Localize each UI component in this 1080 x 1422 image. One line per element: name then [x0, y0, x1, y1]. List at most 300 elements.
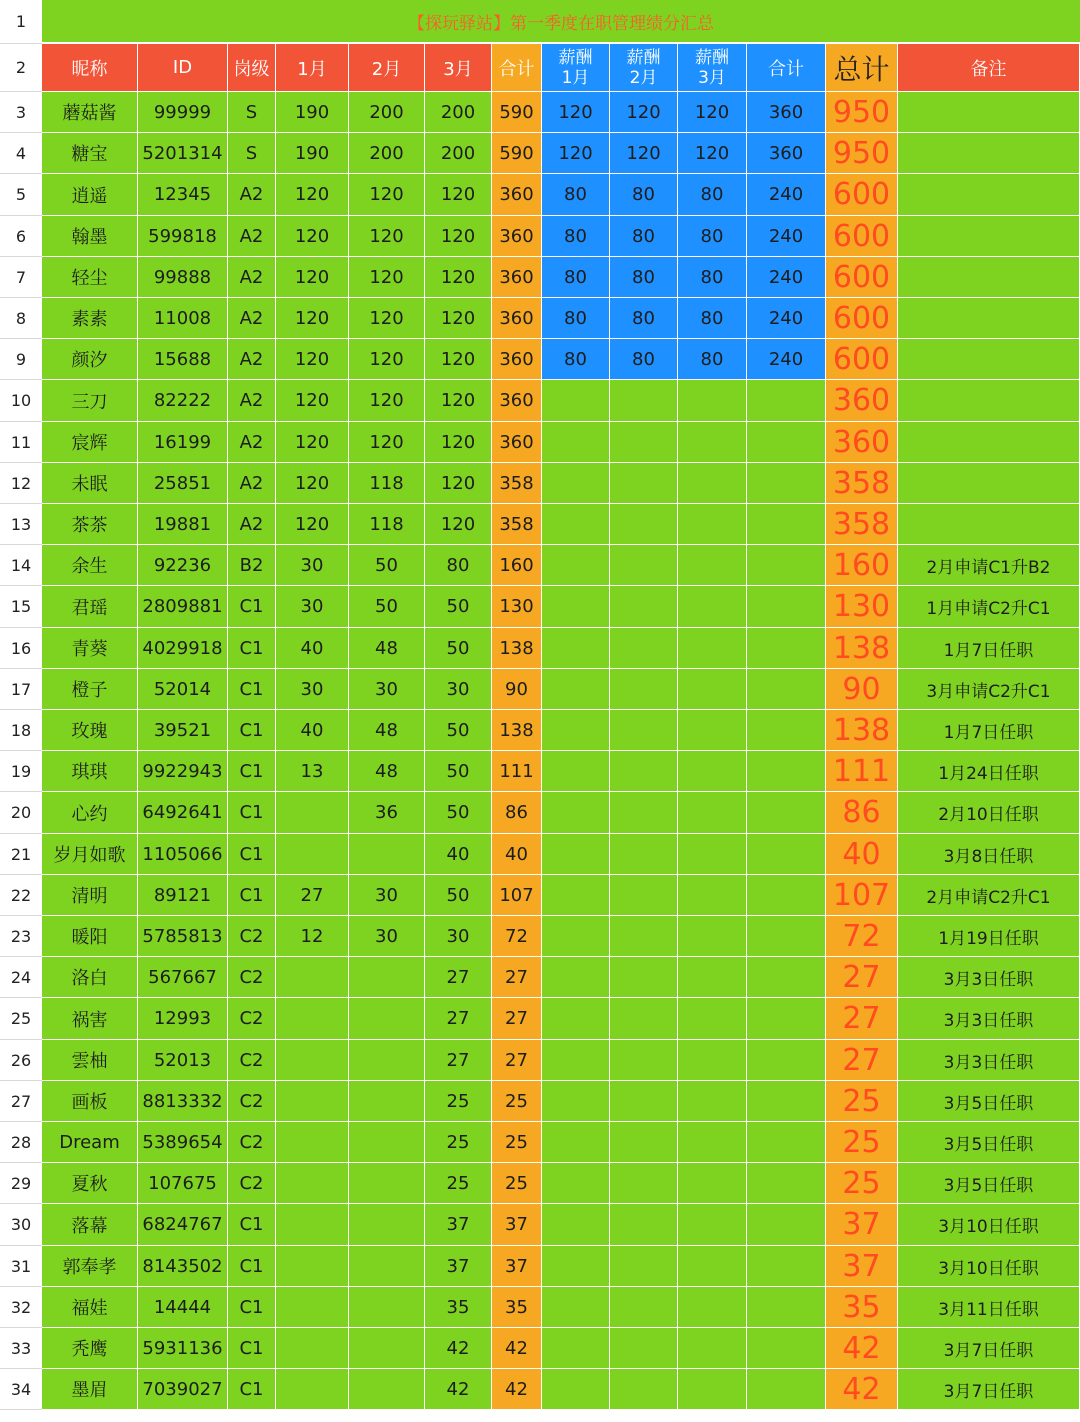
cell-grand-total[interactable]: 27 [826, 998, 898, 1040]
cell-grand-total[interactable]: 360 [826, 380, 898, 422]
cell-salary-1[interactable] [542, 1287, 610, 1328]
cell-month-2[interactable]: 36 [349, 792, 425, 834]
cell-id[interactable]: 25851 [138, 463, 228, 504]
cell-salary-3[interactable] [678, 669, 747, 710]
cell-month-3[interactable]: 25 [425, 1163, 492, 1204]
cell-salary-1[interactable] [542, 463, 610, 504]
cell-nickname[interactable]: 落幕 [42, 1204, 138, 1246]
cell-salary-3[interactable] [678, 422, 747, 463]
cell-month-2[interactable]: 120 [349, 339, 425, 380]
cell-salary-3[interactable] [678, 1081, 747, 1122]
cell-month-2[interactable] [349, 1287, 425, 1328]
cell-id[interactable]: 9922943 [138, 751, 228, 792]
cell-month-1[interactable] [276, 1369, 349, 1410]
cell-month-1[interactable]: 13 [276, 751, 349, 792]
cell-nickname[interactable]: 岁月如歌 [42, 834, 138, 875]
cell-note[interactable]: 1月申请C2升C1 [898, 586, 1080, 628]
cell-month-1[interactable]: 120 [276, 422, 349, 463]
cell-salary-1[interactable]: 80 [542, 257, 610, 298]
cell-level[interactable]: A2 [228, 339, 276, 380]
cell-nickname[interactable]: 宸辉 [42, 422, 138, 463]
row-number[interactable]: 5 [0, 174, 42, 216]
cell-note[interactable]: 2月申请C1升B2 [898, 545, 1080, 586]
cell-sum[interactable]: 37 [492, 1246, 542, 1287]
cell-nickname[interactable]: 未眠 [42, 463, 138, 504]
cell-level[interactable]: A2 [228, 298, 276, 339]
cell-month-1[interactable] [276, 1122, 349, 1163]
cell-salary-3[interactable] [678, 1246, 747, 1287]
cell-level[interactable]: C1 [228, 834, 276, 875]
row-number[interactable]: 11 [0, 422, 42, 463]
cell-month-2[interactable] [349, 957, 425, 998]
cell-id[interactable]: 2809881 [138, 586, 228, 628]
cell-salary-3[interactable]: 80 [678, 216, 747, 257]
cell-salary-sum[interactable] [747, 751, 826, 792]
cell-month-1[interactable]: 12 [276, 916, 349, 957]
cell-nickname[interactable]: 清明 [42, 875, 138, 916]
cell-sum[interactable]: 86 [492, 792, 542, 834]
cell-month-1[interactable]: 120 [276, 380, 349, 422]
row-number[interactable]: 31 [0, 1246, 42, 1287]
cell-level[interactable]: C1 [228, 1246, 276, 1287]
cell-salary-sum[interactable] [747, 1081, 826, 1122]
cell-grand-total[interactable]: 37 [826, 1246, 898, 1287]
cell-month-2[interactable] [349, 1328, 425, 1369]
cell-sum[interactable]: 42 [492, 1328, 542, 1369]
header-nickname[interactable]: 昵称 [42, 44, 138, 92]
cell-level[interactable]: S [228, 92, 276, 133]
row-number[interactable]: 22 [0, 875, 42, 916]
row-number[interactable]: 4 [0, 133, 42, 174]
cell-grand-total[interactable]: 160 [826, 545, 898, 586]
header-month-3[interactable]: 3月 [425, 44, 492, 92]
cell-salary-2[interactable] [610, 504, 678, 545]
cell-note[interactable]: 3月7日任职 [898, 1369, 1080, 1410]
cell-note[interactable]: 1月24日任职 [898, 751, 1080, 792]
cell-month-3[interactable]: 35 [425, 1287, 492, 1328]
header-month-1[interactable]: 1月 [276, 44, 349, 92]
row-number[interactable]: 18 [0, 710, 42, 751]
cell-level[interactable]: C2 [228, 916, 276, 957]
cell-salary-2[interactable] [610, 628, 678, 669]
cell-id[interactable]: 99888 [138, 257, 228, 298]
cell-salary-2[interactable] [610, 1163, 678, 1204]
cell-grand-total[interactable]: 25 [826, 1122, 898, 1163]
cell-sum[interactable]: 90 [492, 669, 542, 710]
cell-salary-1[interactable] [542, 1081, 610, 1122]
cell-note[interactable]: 3月3日任职 [898, 1040, 1080, 1081]
cell-salary-sum[interactable] [747, 1287, 826, 1328]
cell-grand-total[interactable]: 72 [826, 916, 898, 957]
cell-note[interactable]: 1月19日任职 [898, 916, 1080, 957]
cell-nickname[interactable]: 三刀 [42, 380, 138, 422]
cell-id[interactable]: 16199 [138, 422, 228, 463]
row-number[interactable]: 13 [0, 504, 42, 545]
cell-month-2[interactable]: 50 [349, 545, 425, 586]
cell-month-1[interactable]: 30 [276, 586, 349, 628]
cell-salary-sum[interactable]: 360 [747, 133, 826, 174]
cell-month-3[interactable]: 120 [425, 339, 492, 380]
cell-month-1[interactable]: 120 [276, 298, 349, 339]
cell-grand-total[interactable]: 25 [826, 1081, 898, 1122]
cell-salary-2[interactable] [610, 380, 678, 422]
row-number[interactable]: 9 [0, 339, 42, 380]
cell-nickname[interactable]: 轻尘 [42, 257, 138, 298]
cell-level[interactable]: C1 [228, 751, 276, 792]
cell-salary-3[interactable] [678, 463, 747, 504]
cell-id[interactable]: 107675 [138, 1163, 228, 1204]
cell-nickname[interactable]: 郭奉孝 [42, 1246, 138, 1287]
cell-month-1[interactable]: 40 [276, 628, 349, 669]
cell-salary-3[interactable] [678, 1122, 747, 1163]
cell-salary-1[interactable] [542, 751, 610, 792]
cell-note[interactable] [898, 92, 1080, 133]
cell-level[interactable]: C1 [228, 792, 276, 834]
cell-level[interactable]: C1 [228, 1287, 276, 1328]
cell-level[interactable]: A2 [228, 257, 276, 298]
cell-month-1[interactable]: 27 [276, 875, 349, 916]
cell-salary-1[interactable] [542, 545, 610, 586]
row-number[interactable]: 25 [0, 998, 42, 1040]
cell-salary-3[interactable] [678, 1287, 747, 1328]
cell-nickname[interactable]: 君瑶 [42, 586, 138, 628]
cell-sum[interactable]: 25 [492, 1163, 542, 1204]
cell-note[interactable]: 2月10日任职 [898, 792, 1080, 834]
cell-note[interactable] [898, 504, 1080, 545]
cell-grand-total[interactable]: 27 [826, 957, 898, 998]
cell-sum[interactable]: 27 [492, 1040, 542, 1081]
cell-note[interactable]: 3月申请C2升C1 [898, 669, 1080, 710]
cell-salary-2[interactable] [610, 463, 678, 504]
cell-month-2[interactable]: 200 [349, 92, 425, 133]
row-number[interactable]: 3 [0, 92, 42, 133]
cell-id[interactable]: 6492641 [138, 792, 228, 834]
cell-sum[interactable]: 130 [492, 586, 542, 628]
cell-grand-total[interactable]: 37 [826, 1204, 898, 1246]
cell-salary-3[interactable] [678, 998, 747, 1040]
cell-sum[interactable]: 40 [492, 834, 542, 875]
cell-salary-2[interactable]: 80 [610, 216, 678, 257]
cell-nickname[interactable]: 暖阳 [42, 916, 138, 957]
header-grand-total[interactable]: 总计 [826, 44, 898, 92]
cell-level[interactable]: C1 [228, 1204, 276, 1246]
cell-salary-2[interactable] [610, 751, 678, 792]
row-number[interactable]: 33 [0, 1328, 42, 1369]
cell-sum[interactable]: 360 [492, 339, 542, 380]
cell-grand-total[interactable]: 358 [826, 504, 898, 545]
cell-grand-total[interactable]: 138 [826, 628, 898, 669]
cell-month-3[interactable]: 30 [425, 669, 492, 710]
cell-level[interactable]: A2 [228, 216, 276, 257]
cell-salary-1[interactable]: 80 [542, 216, 610, 257]
cell-salary-sum[interactable] [747, 834, 826, 875]
cell-month-2[interactable]: 50 [349, 586, 425, 628]
cell-salary-sum[interactable] [747, 957, 826, 998]
cell-id[interactable]: 92236 [138, 545, 228, 586]
cell-note[interactable]: 3月10日任职 [898, 1246, 1080, 1287]
cell-salary-2[interactable] [610, 834, 678, 875]
cell-salary-2[interactable] [610, 1246, 678, 1287]
sheet-title[interactable]: 【探玩驿站】第一季度在职管理绩分汇总 [42, 0, 1080, 44]
cell-note[interactable] [898, 174, 1080, 216]
row-number[interactable]: 2 [0, 44, 42, 92]
cell-salary-3[interactable] [678, 1040, 747, 1081]
header-salary-3[interactable] [678, 44, 747, 92]
cell-salary-2[interactable] [610, 1122, 678, 1163]
cell-nickname[interactable]: 玫瑰 [42, 710, 138, 751]
cell-nickname[interactable]: Dream [42, 1122, 138, 1163]
cell-salary-1[interactable] [542, 998, 610, 1040]
cell-month-1[interactable]: 120 [276, 339, 349, 380]
cell-salary-2[interactable]: 80 [610, 257, 678, 298]
row-number[interactable]: 17 [0, 669, 42, 710]
cell-nickname[interactable]: 糖宝 [42, 133, 138, 174]
cell-grand-total[interactable]: 35 [826, 1287, 898, 1328]
cell-month-2[interactable] [349, 998, 425, 1040]
cell-id[interactable]: 14444 [138, 1287, 228, 1328]
cell-month-2[interactable] [349, 1081, 425, 1122]
cell-id[interactable]: 5389654 [138, 1122, 228, 1163]
cell-salary-2[interactable] [610, 998, 678, 1040]
cell-salary-1[interactable] [542, 1040, 610, 1081]
row-number[interactable]: 8 [0, 298, 42, 339]
cell-salary-2[interactable] [610, 792, 678, 834]
cell-note[interactable]: 2月申请C2升C1 [898, 875, 1080, 916]
cell-id[interactable]: 7039027 [138, 1369, 228, 1410]
cell-sum[interactable]: 360 [492, 216, 542, 257]
cell-month-3[interactable]: 120 [425, 257, 492, 298]
cell-sum[interactable]: 42 [492, 1369, 542, 1410]
cell-salary-2[interactable] [610, 669, 678, 710]
cell-salary-1[interactable] [542, 504, 610, 545]
cell-nickname[interactable]: 祸害 [42, 998, 138, 1040]
cell-id[interactable]: 5201314 [138, 133, 228, 174]
cell-month-2[interactable] [349, 1246, 425, 1287]
cell-month-1[interactable]: 190 [276, 92, 349, 133]
cell-note[interactable] [898, 133, 1080, 174]
row-number[interactable]: 16 [0, 628, 42, 669]
cell-salary-1[interactable] [542, 1122, 610, 1163]
cell-salary-1[interactable] [542, 669, 610, 710]
cell-level[interactable]: A2 [228, 463, 276, 504]
cell-salary-1[interactable] [542, 1328, 610, 1369]
cell-salary-sum[interactable] [747, 545, 826, 586]
cell-month-1[interactable]: 40 [276, 710, 349, 751]
cell-grand-total[interactable]: 138 [826, 710, 898, 751]
cell-sum[interactable]: 111 [492, 751, 542, 792]
cell-id[interactable]: 99999 [138, 92, 228, 133]
cell-nickname[interactable]: 橙子 [42, 669, 138, 710]
cell-nickname[interactable]: 琪琪 [42, 751, 138, 792]
cell-month-2[interactable] [349, 834, 425, 875]
cell-salary-3[interactable]: 80 [678, 257, 747, 298]
cell-month-1[interactable] [276, 1081, 349, 1122]
cell-note[interactable]: 1月7日任职 [898, 710, 1080, 751]
cell-salary-sum[interactable] [747, 463, 826, 504]
cell-note[interactable]: 3月10日任职 [898, 1204, 1080, 1246]
cell-month-1[interactable]: 120 [276, 257, 349, 298]
cell-grand-total[interactable]: 950 [826, 133, 898, 174]
cell-month-1[interactable] [276, 957, 349, 998]
cell-salary-sum[interactable] [747, 669, 826, 710]
cell-grand-total[interactable]: 107 [826, 875, 898, 916]
cell-level[interactable]: C1 [228, 1328, 276, 1369]
cell-salary-sum[interactable]: 240 [747, 216, 826, 257]
cell-salary-3[interactable]: 120 [678, 133, 747, 174]
row-number[interactable]: 29 [0, 1163, 42, 1204]
cell-month-2[interactable]: 118 [349, 504, 425, 545]
cell-salary-3[interactable] [678, 1204, 747, 1246]
row-number[interactable]: 1 [0, 0, 42, 44]
cell-grand-total[interactable]: 40 [826, 834, 898, 875]
cell-note[interactable]: 1月7日任职 [898, 628, 1080, 669]
cell-month-2[interactable]: 120 [349, 298, 425, 339]
cell-level[interactable]: C2 [228, 998, 276, 1040]
cell-level[interactable]: A2 [228, 380, 276, 422]
cell-salary-2[interactable] [610, 1369, 678, 1410]
row-number[interactable]: 26 [0, 1040, 42, 1081]
cell-month-1[interactable] [276, 1204, 349, 1246]
cell-sum[interactable]: 138 [492, 628, 542, 669]
cell-month-1[interactable]: 30 [276, 545, 349, 586]
cell-month-3[interactable]: 120 [425, 174, 492, 216]
row-number[interactable]: 12 [0, 463, 42, 504]
cell-month-1[interactable]: 120 [276, 504, 349, 545]
cell-level[interactable]: B2 [228, 545, 276, 586]
cell-id[interactable]: 567667 [138, 957, 228, 998]
cell-salary-1[interactable] [542, 957, 610, 998]
cell-nickname[interactable]: 逍遥 [42, 174, 138, 216]
cell-id[interactable]: 6824767 [138, 1204, 228, 1246]
cell-month-3[interactable]: 200 [425, 92, 492, 133]
cell-salary-1[interactable]: 80 [542, 298, 610, 339]
cell-salary-3[interactable]: 80 [678, 339, 747, 380]
cell-salary-1[interactable] [542, 792, 610, 834]
cell-id[interactable]: 12993 [138, 998, 228, 1040]
row-number[interactable]: 30 [0, 1204, 42, 1246]
cell-month-3[interactable]: 27 [425, 998, 492, 1040]
cell-month-3[interactable]: 50 [425, 875, 492, 916]
cell-month-3[interactable]: 37 [425, 1204, 492, 1246]
cell-salary-2[interactable]: 80 [610, 298, 678, 339]
cell-id[interactable]: 5931136 [138, 1328, 228, 1369]
cell-salary-sum[interactable] [747, 1246, 826, 1287]
cell-salary-sum[interactable]: 240 [747, 298, 826, 339]
cell-salary-2[interactable] [610, 1040, 678, 1081]
cell-month-2[interactable] [349, 1122, 425, 1163]
cell-note[interactable]: 3月8日任职 [898, 834, 1080, 875]
cell-nickname[interactable]: 茶茶 [42, 504, 138, 545]
cell-grand-total[interactable]: 42 [826, 1328, 898, 1369]
cell-sum[interactable]: 360 [492, 174, 542, 216]
row-number[interactable]: 10 [0, 380, 42, 422]
cell-note[interactable]: 3月7日任职 [898, 1328, 1080, 1369]
cell-level[interactable]: S [228, 133, 276, 174]
cell-salary-2[interactable] [610, 957, 678, 998]
cell-salary-3[interactable] [678, 710, 747, 751]
cell-note[interactable]: 3月3日任职 [898, 957, 1080, 998]
cell-salary-3[interactable] [678, 1163, 747, 1204]
cell-month-1[interactable]: 120 [276, 216, 349, 257]
cell-level[interactable]: C1 [228, 710, 276, 751]
cell-month-3[interactable]: 200 [425, 133, 492, 174]
cell-salary-sum[interactable] [747, 1328, 826, 1369]
cell-salary-3[interactable] [678, 545, 747, 586]
cell-level[interactable]: C2 [228, 1163, 276, 1204]
cell-id[interactable]: 11008 [138, 298, 228, 339]
cell-id[interactable]: 8813332 [138, 1081, 228, 1122]
row-number[interactable]: 23 [0, 916, 42, 957]
cell-month-1[interactable] [276, 792, 349, 834]
cell-month-3[interactable]: 27 [425, 957, 492, 998]
cell-month-2[interactable] [349, 1040, 425, 1081]
cell-salary-1[interactable] [542, 1163, 610, 1204]
cell-month-1[interactable] [276, 998, 349, 1040]
cell-nickname[interactable]: 余生 [42, 545, 138, 586]
cell-month-2[interactable]: 118 [349, 463, 425, 504]
cell-salary-3[interactable] [678, 1369, 747, 1410]
cell-grand-total[interactable]: 358 [826, 463, 898, 504]
cell-month-2[interactable]: 30 [349, 916, 425, 957]
cell-grand-total[interactable]: 130 [826, 586, 898, 628]
cell-note[interactable] [898, 339, 1080, 380]
cell-month-2[interactable]: 120 [349, 174, 425, 216]
cell-id[interactable]: 19881 [138, 504, 228, 545]
cell-grand-total[interactable]: 90 [826, 669, 898, 710]
cell-month-2[interactable]: 48 [349, 710, 425, 751]
cell-month-1[interactable] [276, 1328, 349, 1369]
cell-sum[interactable]: 360 [492, 298, 542, 339]
cell-month-3[interactable]: 120 [425, 298, 492, 339]
cell-salary-2[interactable] [610, 586, 678, 628]
cell-salary-2[interactable] [610, 1081, 678, 1122]
cell-month-3[interactable]: 50 [425, 586, 492, 628]
cell-month-2[interactable]: 200 [349, 133, 425, 174]
header-salary-sum[interactable]: 合计 [747, 44, 826, 92]
cell-id[interactable]: 89121 [138, 875, 228, 916]
cell-level[interactable]: C2 [228, 957, 276, 998]
cell-salary-3[interactable] [678, 957, 747, 998]
cell-grand-total[interactable]: 600 [826, 216, 898, 257]
cell-salary-3[interactable] [678, 1328, 747, 1369]
cell-salary-sum[interactable] [747, 1369, 826, 1410]
cell-month-1[interactable]: 190 [276, 133, 349, 174]
cell-sum[interactable]: 107 [492, 875, 542, 916]
cell-salary-1[interactable] [542, 834, 610, 875]
cell-month-3[interactable]: 50 [425, 710, 492, 751]
cell-month-3[interactable]: 120 [425, 380, 492, 422]
cell-salary-3[interactable]: 120 [678, 92, 747, 133]
cell-sum[interactable]: 25 [492, 1081, 542, 1122]
header-level[interactable]: 岗级 [228, 44, 276, 92]
cell-salary-1[interactable] [542, 916, 610, 957]
cell-note[interactable] [898, 257, 1080, 298]
cell-month-3[interactable]: 50 [425, 792, 492, 834]
cell-id[interactable]: 82222 [138, 380, 228, 422]
cell-level[interactable]: C1 [228, 875, 276, 916]
cell-id[interactable]: 8143502 [138, 1246, 228, 1287]
cell-note[interactable]: 3月11日任职 [898, 1287, 1080, 1328]
cell-salary-1[interactable] [542, 628, 610, 669]
cell-sum[interactable]: 72 [492, 916, 542, 957]
cell-grand-total[interactable]: 600 [826, 339, 898, 380]
row-number[interactable]: 32 [0, 1287, 42, 1328]
cell-level[interactable]: C1 [228, 1369, 276, 1410]
cell-level[interactable]: C2 [228, 1122, 276, 1163]
cell-salary-3[interactable] [678, 792, 747, 834]
cell-month-2[interactable]: 48 [349, 751, 425, 792]
cell-sum[interactable]: 37 [492, 1204, 542, 1246]
